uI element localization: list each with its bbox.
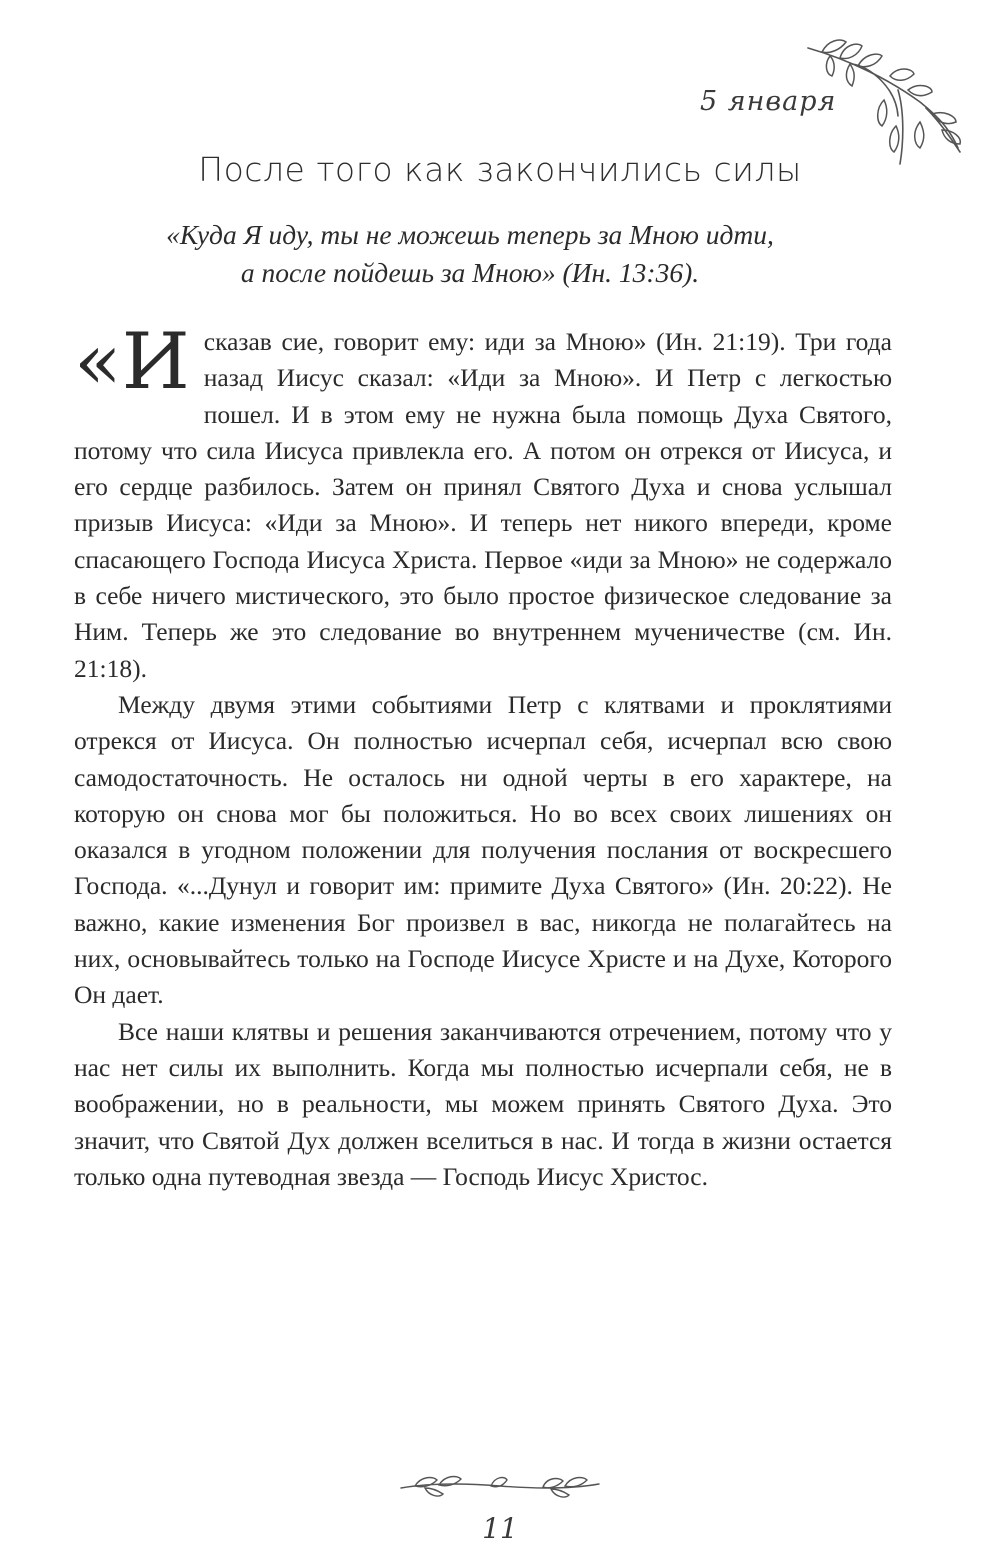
paragraph-text: сказав сие, говорит ему: иди за Мною» (Ин. 21:19). Три года назад Иисус сказал: «Иди за Мною». И Петр с легкостью пошел. И в этом ему не нужна была помощь Духа Святого, потому что сила Иисуса привлекла его. А потом он отрекся от Иисуса, и его сердце разбилось. Затем он принял Святого Духа и снова услышал призыв Иисуса: «Иди за Мною». И теперь нет никого впереди, кроме спасающего Господа Иисуса Христа. Первое «иди за Мною» не содержало в себе ничего мистического, это было простое физическое следование за Ним. Теперь же это следование во внутреннем мученичестве (см. Ин. 21:18). [74,327,892,683]
leaf-ornament-icon [395,1470,605,1502]
body-text [74,317,892,1195]
paragraph: Между двумя этими событиями Петр с клятвами и проклятиями отрекся от Иисуса. Он полностью исчерпал себя, исчерпал всю свою самодостаточность. Не осталось ни одной черты в его характере, на которую он снова мог бы положиться. Но во всех своих лишениях он оказался в угодном положении для получения послания от воскресшего Господа. «...Дунул и говорит им: примите Духа Святого» (Ин. 20:22). Не важно, какие изменения Бог произвел в вас, никогда не полагайтесь на них, основывайтесь только на Господе Иисусе Христе и на Духе, Которого Он дает. [74,689,892,1010]
page-number: 11 [482,1512,518,1545]
paragraph: Все наши клятвы и решения заканчиваются отречением, потому что у нас нет силы их выполнить. Когда мы полностью исчерпали себя, не в воображении, но в реальности, мы можем принять Святого Духа. Это значит, что Святой Дух должен вселиться в нас. И тогда в жизни остается только одна путеводная звезда — Господь Иисус Христос. [74,1016,892,1191]
paragraph [74,317,892,687]
drop-cap: «И [74,317,190,407]
page-title: После того как закончились силы [198,150,802,189]
date-label: 5 января [700,86,837,117]
epigraph-line: «Куда Я иду, ты не можешь теперь за Мною идти, [166,219,774,250]
epigraph [140,216,800,292]
epigraph-line: а после пойдешь за Мною» (Ин. 13:36). [240,257,700,288]
